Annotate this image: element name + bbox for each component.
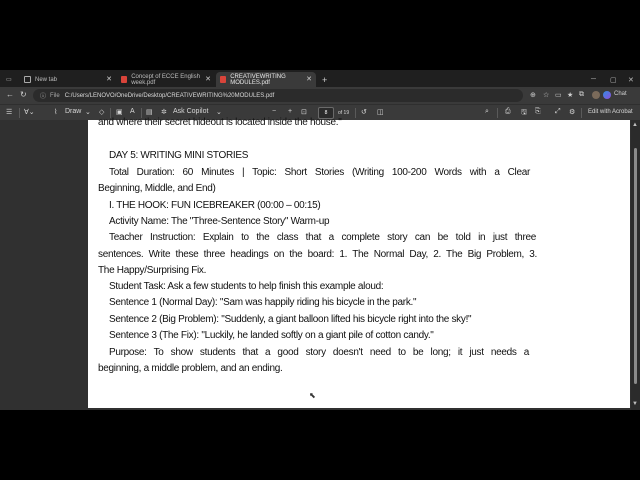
collections-icon[interactable]: ⧉ [579, 91, 584, 98]
close-tab-icon[interactable]: ✕ [306, 76, 312, 83]
search-icon[interactable]: ⌕ [485, 108, 489, 115]
profile-avatar[interactable] [592, 91, 600, 99]
close-tab-icon[interactable]: ✕ [205, 76, 211, 83]
browser-window [0, 70, 640, 410]
doc-line: Sentence 2 (Big Problem): "Suddenly, a giant balloon lifted his bicycle right into the sky!" [109, 314, 472, 325]
save-icon[interactable]: 🖫 [521, 109, 527, 116]
chat-button[interactable]: Chat [614, 91, 627, 97]
tab-bar [0, 70, 640, 87]
scrollbar-thumb[interactable] [634, 148, 637, 384]
close-window-icon[interactable]: ✕ [628, 76, 634, 84]
copilot-icon[interactable] [603, 91, 611, 99]
doc-line: Activity Name: The "Three-Sentence Story" Warm-up [109, 216, 330, 227]
favorites-icon[interactable]: ★ [567, 92, 574, 99]
scrollbar[interactable] [631, 120, 640, 410]
doc-line: The Happy/Surprising Fix. [98, 265, 207, 276]
minimize-icon[interactable]: ─ [591, 76, 596, 83]
divider [581, 108, 582, 118]
zoom-icon[interactable]: ⊕ [530, 92, 536, 99]
favorite-star-icon[interactable]: ☆ [543, 92, 550, 99]
split-screen-icon[interactable]: ▭ [555, 92, 562, 99]
doc-line: sentences. Write these three headings on the board: 1. The Normal Day, 2. The Big Problem, 3. [98, 249, 537, 260]
draw-button[interactable]: Draw [65, 108, 82, 115]
read-aloud-icon[interactable]: A [130, 108, 135, 115]
doc-line: Total Duration: 60 Minutes | Topic: Short Stories (Writing 100-200 Words with a Clear [109, 167, 530, 178]
save-as-icon[interactable]: ⎘ [535, 108, 541, 115]
tab-creativewriting-pdf[interactable] [216, 72, 316, 87]
tab-label: Concept of ECCE English week.pdf [131, 73, 200, 86]
pdf-icon [121, 76, 127, 83]
new-tab-icon [24, 76, 31, 83]
highlight-icon[interactable]: ∀⌄ [24, 109, 35, 116]
divider [19, 108, 20, 118]
tab-label: New tab [35, 76, 58, 83]
page-view-icon[interactable]: ◫ [377, 109, 384, 116]
refresh-icon[interactable]: ↻ [20, 90, 27, 99]
doc-line: Beginning, Middle, and End) [98, 183, 216, 194]
doc-line: Teacher Instruction: Explain to the class that a complete story can be told in just three [109, 232, 536, 243]
doc-line: beginning, a middle problem, and an ending. [98, 363, 283, 374]
tab-new-tab[interactable] [20, 72, 116, 87]
divider [355, 108, 356, 118]
tab-actions-icon[interactable]: ▭ [6, 77, 12, 83]
print-icon[interactable]: ⎙ [505, 108, 511, 115]
divider [497, 108, 498, 118]
fit-page-icon[interactable]: ⊡ [301, 109, 307, 116]
chevron-down-icon[interactable]: ⌄ [216, 109, 222, 116]
erase-icon[interactable]: ◇ [99, 109, 105, 116]
doc-line: and where their secret hideout is located inside the house." [98, 117, 342, 128]
scroll-down-icon[interactable]: ▼ [632, 401, 638, 407]
doc-line: Sentence 3 (The Fix): "Luckily, he landed softly on a giant pile of cotton candy." [109, 330, 434, 341]
contents-icon[interactable]: ☰ [6, 109, 13, 116]
address-bar-row [0, 87, 640, 104]
page-number-input[interactable]: 8 [318, 107, 334, 119]
page-total-label: of 19 [338, 110, 350, 116]
tab-concept-pdf[interactable] [117, 72, 215, 87]
url-scheme-label: File [50, 92, 60, 99]
mouse-cursor-icon: ⬉ [309, 391, 316, 400]
back-icon[interactable]: ← [6, 90, 14, 99]
doc-line: Sentence 1 (Normal Day): "Sam was happily riding his bicycle in the park." [109, 297, 417, 308]
new-tab-plus-icon[interactable]: + [322, 74, 328, 85]
scroll-up-icon[interactable]: ▲ [632, 122, 638, 128]
pdf-page [88, 117, 630, 408]
tab-label: CREATIVEWRITING MODULES.pdf [230, 73, 286, 86]
maximize-icon[interactable]: ▢ [610, 76, 617, 84]
info-icon: ⓘ [40, 94, 47, 100]
url-text: C:/Users/LENOVO/OneDrive/Desktop/CREATIVEWRITING%20MODULES.pdf [64, 92, 275, 99]
copilot-small-icon[interactable]: ✲ [161, 109, 167, 116]
settings-icon[interactable]: ⚙ [569, 109, 576, 116]
doc-heading: DAY 5: WRITING MINI STORIES [109, 150, 249, 161]
pdf-viewer [0, 117, 640, 410]
doc-line: Purpose: To show students that a good story doesn't need to be long; it just needs a [109, 347, 529, 358]
edit-with-acrobat-button[interactable]: Edit with Acrobat [588, 109, 633, 115]
chevron-down-icon[interactable]: ⌄ [85, 109, 91, 116]
document-icon[interactable]: ▤ [146, 109, 153, 116]
zoom-in-button[interactable]: + [288, 108, 293, 115]
close-tab-icon[interactable]: ✕ [106, 76, 112, 83]
fullscreen-icon[interactable]: ⤢ [555, 108, 561, 115]
draw-icon[interactable]: ⌇ [54, 109, 58, 116]
doc-line: Student Task: Ask a few students to help finish this example aloud: [109, 281, 384, 292]
ask-copilot-button[interactable]: Ask Copilot [173, 108, 209, 115]
add-text-icon[interactable]: ▣ [116, 109, 123, 116]
doc-heading: I. THE HOOK: FUN ICEBREAKER (00:00 – 00:15) [109, 200, 321, 211]
url-input[interactable] [33, 89, 523, 102]
rotate-icon[interactable]: ↺ [361, 109, 367, 116]
pdf-icon [220, 76, 226, 83]
zoom-out-button[interactable]: − [272, 108, 277, 115]
